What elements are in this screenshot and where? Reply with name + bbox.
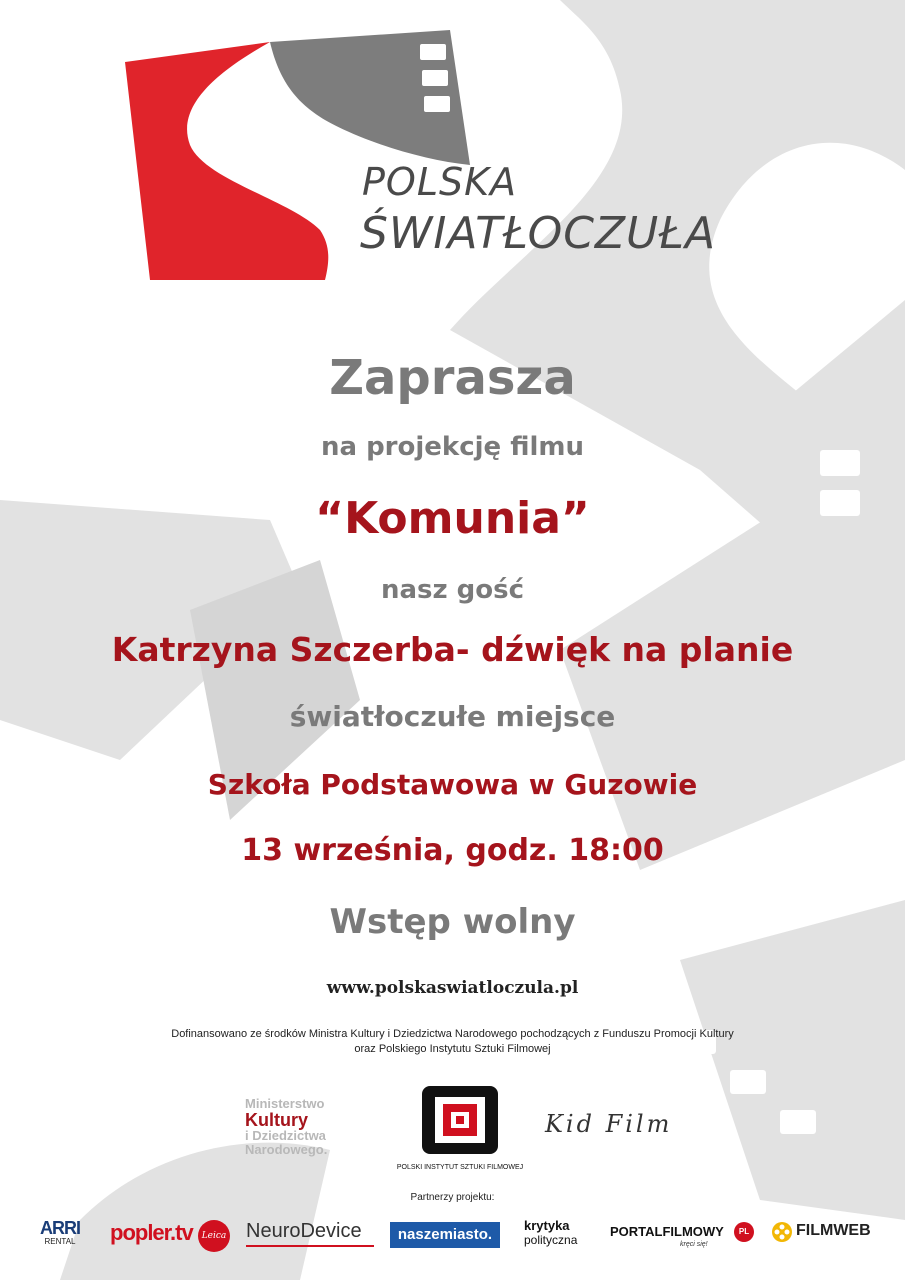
portalfilmowy-sub: kręci się!: [680, 1241, 708, 1248]
guest-label: nasz gość: [380, 575, 525, 605]
mkidn-line-2: Kultury: [245, 1110, 308, 1130]
screening-text: na projekcję filmu: [320, 432, 585, 462]
film-title: “Komunia”: [315, 493, 590, 544]
arri-text: ARRI: [40, 1218, 80, 1238]
filmweb-logo: FILMWEB: [796, 1222, 871, 1239]
place-name: Szkoła Podstawowa w Guzowie: [207, 768, 698, 801]
mkidn-line-4: Narodowego.: [245, 1142, 328, 1157]
invite-heading: Zaprasza: [329, 350, 576, 406]
event-date: 13 września, godz. 18:00: [241, 833, 664, 868]
guest-name: Katrzyna Szczerba- dźwięk na planie: [111, 630, 794, 669]
mkidn-logo: [245, 1097, 365, 1157]
neurodevice-underline: [246, 1245, 374, 1247]
mkidn-line-3: i Dziedzictwa: [245, 1128, 326, 1143]
leica-logo: Leica: [198, 1220, 230, 1252]
pisf-label: POLSKI INSTYTUT SZTUKI FILMOWEJ: [396, 1164, 524, 1171]
krytyka-logo: [524, 1219, 577, 1247]
partners-label: Partnerzy projektu:: [410, 1192, 495, 1203]
pisf-logo: [390, 1085, 530, 1171]
mkidn-line-1: Ministerstwo: [245, 1096, 325, 1111]
krytyka-sub: polityczna: [524, 1233, 578, 1247]
funding-line-1: Dofinansowano ze środków Ministra Kultury i Dziedzictwa Narodowego pochodzących z Funduszu Promocji Kultury: [171, 1028, 734, 1040]
entry-info: Wstęp wolny: [329, 902, 576, 942]
portalfilmowy-badge: PL: [734, 1222, 754, 1242]
funding-line-2: oraz Polskiego Instytutu Sztuki Filmowej: [354, 1043, 551, 1055]
neurodevice-logo: NeuroDevice: [246, 1220, 362, 1242]
arri-logo: [40, 1219, 80, 1246]
filmweb-icon: [772, 1222, 792, 1242]
krytyka-text: krytyka: [524, 1218, 570, 1233]
brand-line-2: ŚWIATŁOCZUŁA: [360, 208, 717, 259]
brand-line-1: POLSKA: [362, 160, 518, 204]
place-label: światłoczułe miejsce: [289, 700, 616, 733]
pisf-icon: [421, 1085, 499, 1155]
popler-logo: popler.tv: [110, 1220, 193, 1245]
kidfilm-logo: Kid Film: [545, 1110, 673, 1138]
arri-sub: RENTAL: [44, 1237, 76, 1246]
naszemiasto-logo: naszemiasto.: [390, 1222, 500, 1248]
website-link[interactable]: www.polskaswiatloczula.pl: [326, 978, 579, 998]
portalfilmowy-logo: PORTALFILMOWY: [610, 1224, 724, 1239]
